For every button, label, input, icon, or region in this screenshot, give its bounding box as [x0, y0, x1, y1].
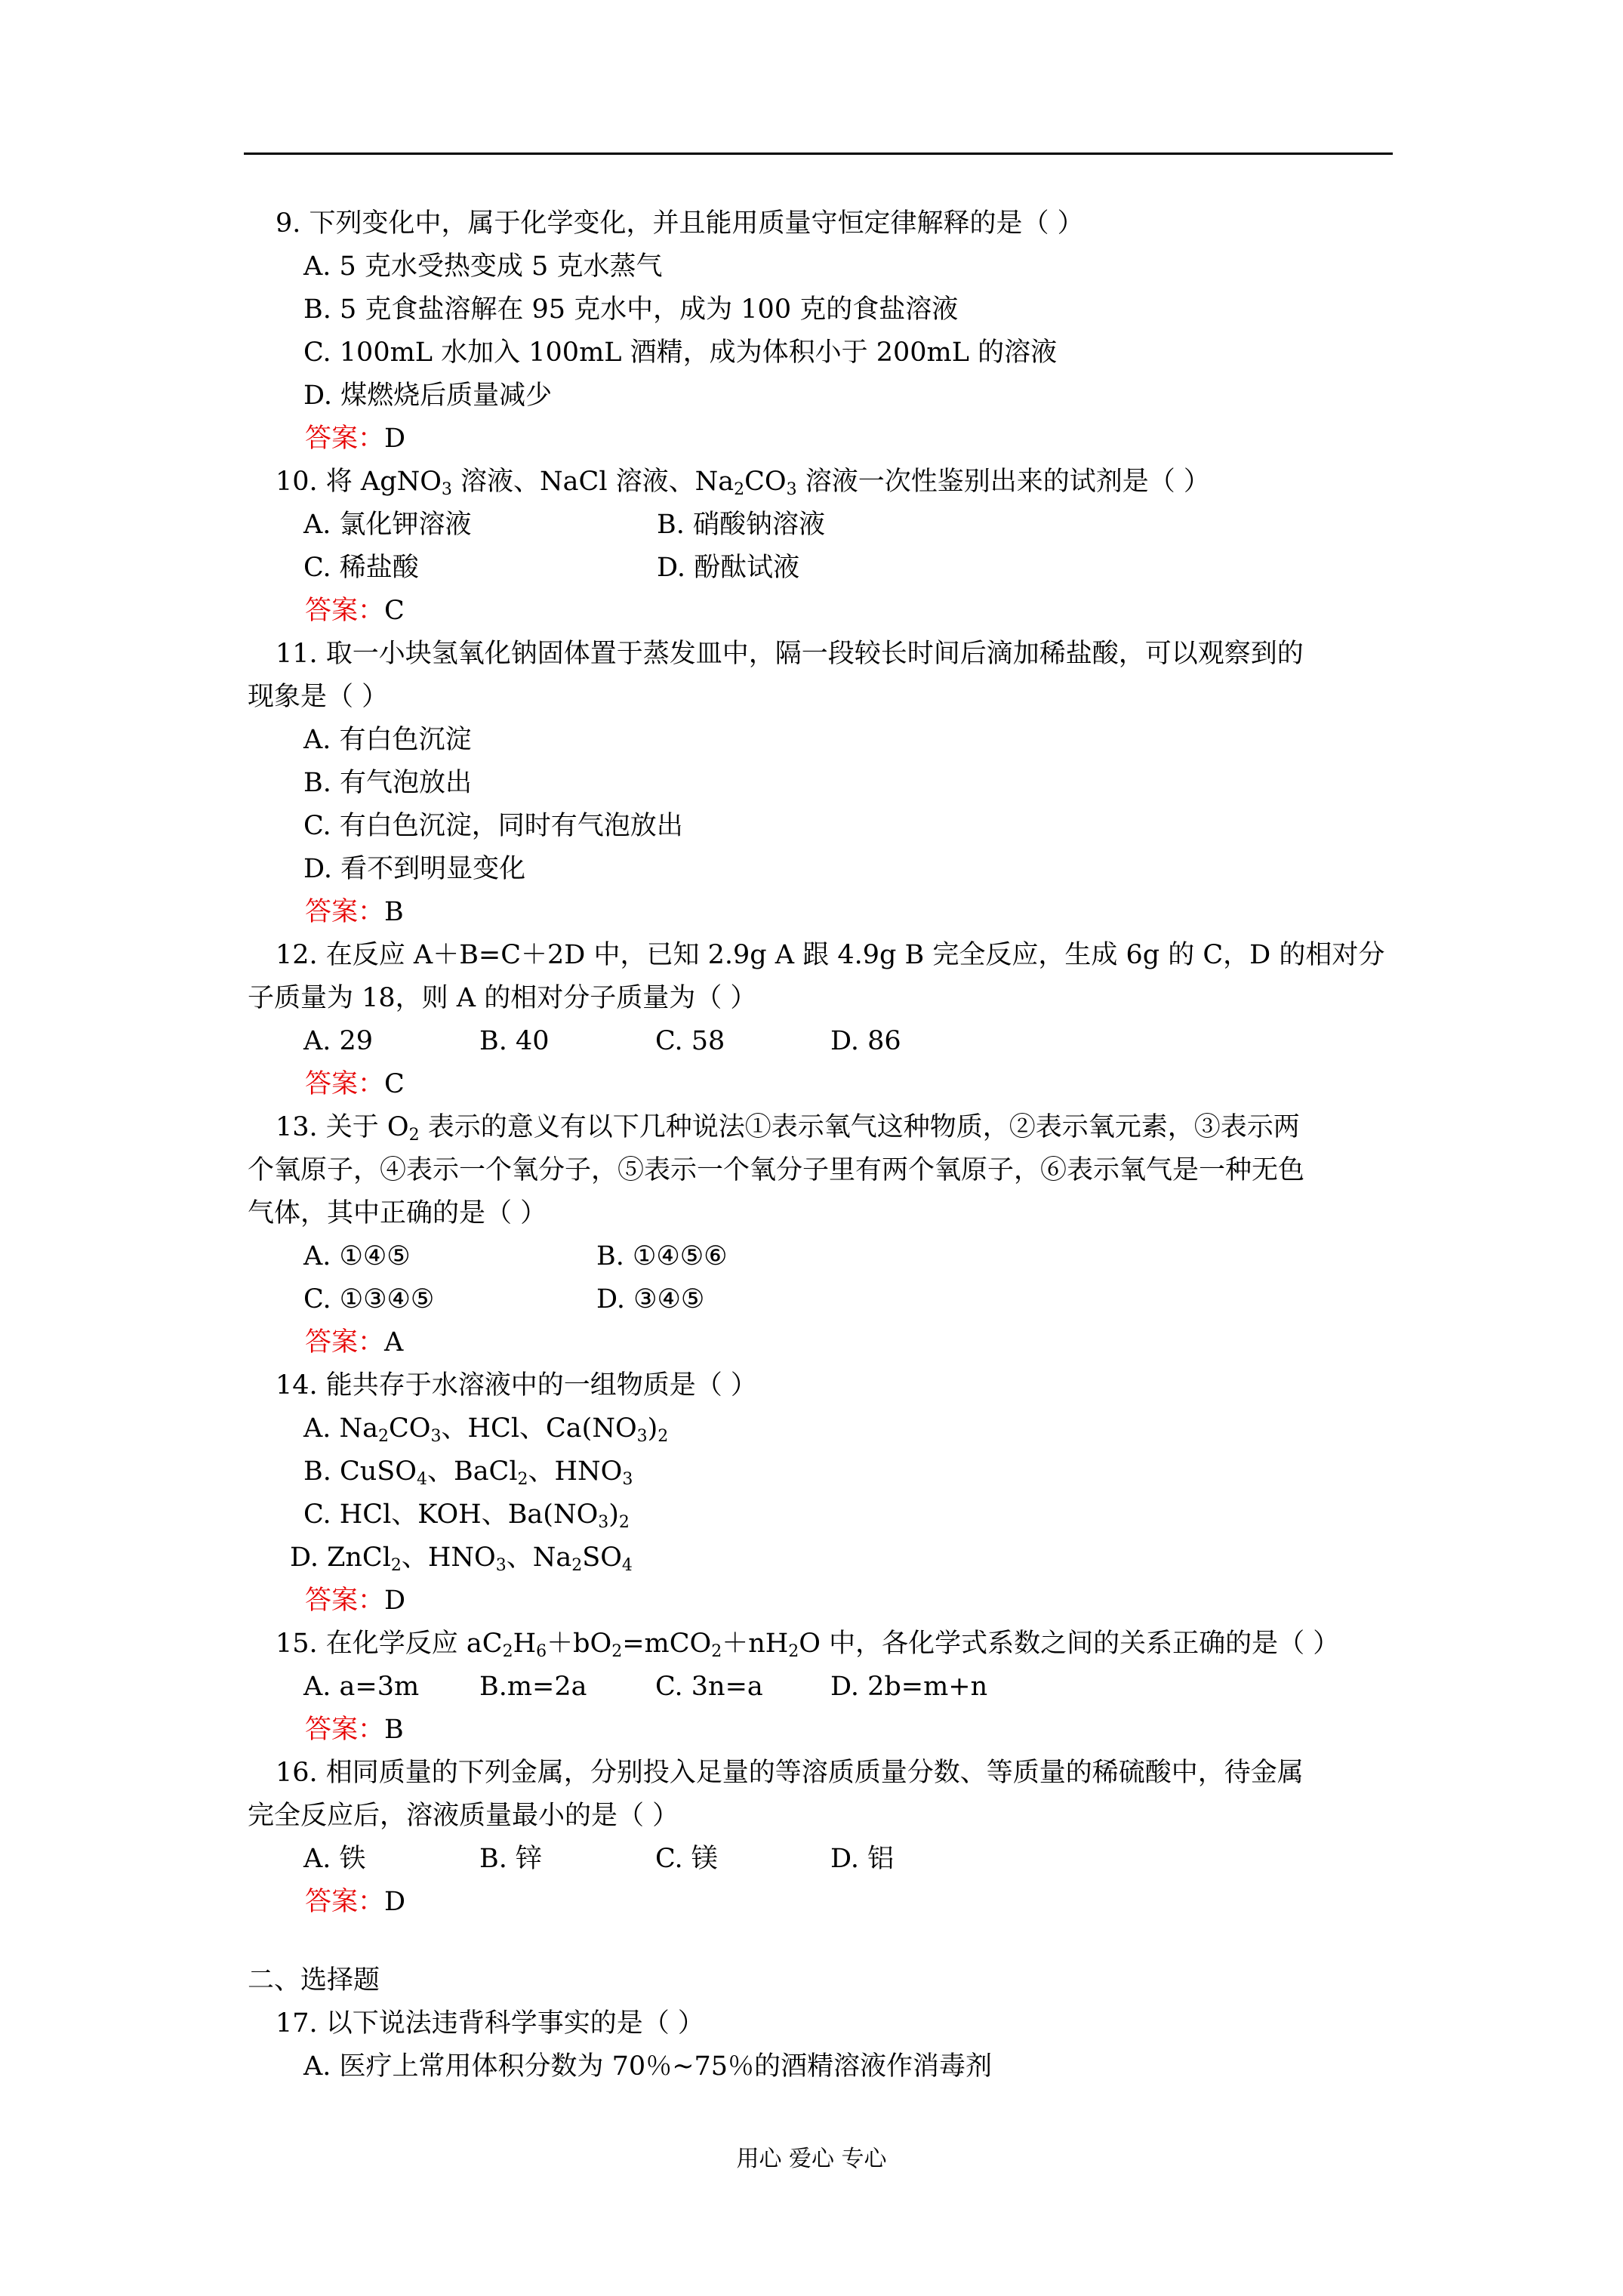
q13-option-a: A. ①④⑤ [303, 1241, 411, 1271]
answer-value: D [384, 424, 406, 454]
q14-option-a: A. $Na_2CO_3$、HCl、$Ca(NO_3)_2$ [303, 1413, 669, 1446]
answer-label: 答案： [305, 1887, 385, 1917]
answer-value: A [384, 1327, 404, 1358]
q14-stem: 14. 能共存于水溶液中的一组物质是（ ） [276, 1370, 757, 1401]
answer-value: C [384, 1069, 405, 1099]
q11-stem-line2: 现象是（ ） [248, 682, 389, 712]
q13-stem-line2: 个氧原子，④表示一个氧分子，⑤表示一个氧分子里有两个氧原子，⑥表示氧气是一种无色 [248, 1155, 1305, 1185]
q11-option-b: B. 有气泡放出 [303, 768, 472, 798]
q14-option-d: D. ZnCl$_2$、$HNO_3$、$Na_2SO_4$ [290, 1542, 633, 1575]
q12-stem-line2: 子质量为 18，则 A 的相对分子质量为（ ） [248, 983, 757, 1013]
q16-answer [305, 1885, 405, 1919]
q12-option-d: D. 86 [830, 1026, 901, 1056]
header-rule [244, 153, 1393, 155]
answer-label: 答案： [305, 1327, 385, 1358]
q16-option-c: C. 镁 [655, 1844, 718, 1874]
q14-answer [305, 1583, 405, 1618]
answer-value: D [384, 1586, 406, 1616]
answer-label: 答案： [305, 897, 385, 927]
q9-stem: 9. 下列变化中，属于化学变化，并且能用质量守恒定律解释的是（ ） [276, 208, 1084, 239]
q15-option-a: A. a=3m [303, 1672, 420, 1702]
q13-option-d: D. ③④⑤ [596, 1284, 705, 1314]
q16-option-a: A. 铁 [303, 1844, 366, 1874]
answer-label: 答案： [305, 1069, 385, 1099]
q15-option-b: B.m=2a [479, 1672, 587, 1702]
q16-stem-line1: 16. 相同质量的下列金属，分别投入足量的等溶质质量分数、等质量的稀硫酸中，待金属 [276, 1758, 1304, 1788]
q9-option-b: B. 5 克食盐溶解在 95 克水中，成为 100 克的食盐溶液 [303, 294, 959, 325]
q12-stem-line1: 12. 在反应 A＋B=C＋2D 中，已知 2.9g A 跟 4.9g B 完全反应，生成 6g 的 C，D 的相对分 [276, 940, 1385, 970]
answer-label: 答案： [305, 1586, 385, 1616]
q15-answer [305, 1712, 404, 1747]
q12-option-a: A. 29 [303, 1026, 374, 1056]
q9-answer [305, 421, 405, 456]
q11-option-d: D. 看不到明显变化 [303, 854, 526, 884]
q13-stem-line3: 气体，其中正确的是（ ） [248, 1198, 547, 1228]
q17-stem: 17. 以下说法违背科学事实的是（ ） [276, 2008, 704, 2039]
q9-option-a: A. 5 克水受热变成 5 克水蒸气 [303, 251, 663, 282]
q13-option-b: B. ①④⑤⑥ [596, 1241, 728, 1271]
q11-stem-line1: 11. 取一小块氢氧化钠固体置于蒸发皿中，隔一段较长时间后滴加稀盐酸，可以观察到的 [276, 639, 1304, 669]
q17-option-a: A. 医疗上常用体积分数为 70％~75％的酒精溶液作消毒剂 [303, 2051, 993, 2082]
q11-option-a: A. 有白色沉淀 [303, 725, 472, 755]
q13-stem-line1: 13. 关于 $O_2$ 表示的意义有以下几种说法①表示氧气这种物质，②表示氧元素，③表示两 [276, 1112, 1300, 1145]
answer-value: D [384, 1887, 406, 1917]
q10-answer [305, 593, 405, 628]
answer-value: C [384, 596, 405, 626]
q10-option-b: B. 硝酸钠溶液 [657, 510, 825, 540]
q15-option-d: D. 2b=m+n [830, 1672, 988, 1702]
q12-option-b: B. 40 [479, 1026, 550, 1056]
q14-option-b: B. CuSO$_4$、BaCl$_2$、$HNO_3$ [303, 1456, 633, 1489]
q14-option-c: C. HCl、KOH、$Ba(NO_3)_2$ [303, 1499, 630, 1532]
q15-stem: 15. 在化学反应 $aC_2H_6+bO_2=mCO_2+nH_2O$ 中，各化学式系数之间的关系正确的是（ ） [276, 1629, 1340, 1661]
answer-label: 答案： [305, 424, 385, 454]
answer-label: 答案： [305, 596, 385, 626]
q9-option-d: D. 煤燃烧后质量减少 [303, 381, 553, 411]
q10-stem: 10. 将 AgNO$_3$ 溶液、NaCl 溶液、$Na_2CO_3$ 溶液一次性鉴别出来的试剂是（ ） [276, 467, 1210, 499]
q16-option-d: D. 铝 [830, 1844, 895, 1874]
q12-answer [305, 1067, 405, 1102]
answer-value: B [384, 897, 404, 927]
q11-answer [305, 895, 404, 929]
page-footer: 用心 爱心 专心 [736, 2146, 887, 2172]
q16-option-b: B. 锌 [479, 1844, 542, 1874]
q15-option-c: C. 3n=a [655, 1672, 763, 1702]
q12-option-c: C. 58 [655, 1026, 725, 1056]
q10-option-d: D. 酚酞试液 [657, 553, 800, 583]
answer-value: B [384, 1715, 404, 1745]
q9-option-c: C. 100mL 水加入 100mL 酒精，成为体积小于 200mL 的溶液 [303, 337, 1058, 368]
answer-label: 答案： [305, 1715, 385, 1745]
q13-option-c: C. ①③④⑤ [303, 1284, 435, 1314]
q13-answer [305, 1325, 403, 1360]
q11-option-c: C. 有白色沉淀，同时有气泡放出 [303, 811, 683, 841]
q10-option-a: A. 氯化钾溶液 [303, 510, 472, 540]
q10-option-c: C. 稀盐酸 [303, 553, 419, 583]
section-title: 二、选择题 [248, 1965, 380, 1996]
q16-stem-line2: 完全反应后，溶液质量最小的是（ ） [248, 1801, 679, 1831]
